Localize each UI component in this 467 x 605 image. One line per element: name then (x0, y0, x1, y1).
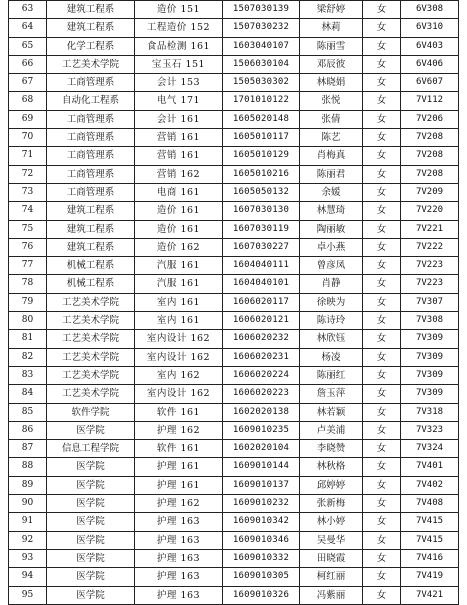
row-number: 88 (9, 458, 47, 476)
department-cell: 工艺美术学院 (47, 366, 135, 384)
dorm-room-cell: 7V324 (401, 440, 459, 458)
row-number: 82 (9, 348, 47, 366)
table-row (9, 55, 459, 73)
student-id-cell: 1607030130 (223, 202, 300, 220)
gender-cell: 女 (363, 385, 401, 403)
gender-cell: 女 (363, 568, 401, 586)
row-number: 80 (9, 312, 47, 330)
student-id-cell: 1609010137 (223, 476, 300, 494)
student-id-cell: 1602020104 (223, 440, 300, 458)
student-name-cell: 陈丽雪 (300, 37, 363, 55)
table-row (9, 220, 459, 238)
student-id-cell: 1609010305 (223, 568, 300, 586)
class-cell: 室内 161 (135, 312, 223, 330)
student-id-cell: 1605010117 (223, 129, 300, 147)
student-name-cell: 柯红丽 (300, 568, 363, 586)
class-cell: 宝玉石 151 (135, 55, 223, 73)
student-id-cell: 1606020117 (223, 293, 300, 311)
row-number: 90 (9, 495, 47, 513)
department-cell: 医学院 (47, 495, 135, 513)
table-row (9, 312, 459, 330)
department-cell: 医学院 (47, 549, 135, 567)
student-name-cell: 冯紫丽 (300, 586, 363, 604)
gender-cell: 女 (363, 37, 401, 55)
table-row (9, 531, 459, 549)
gender-cell: 女 (363, 586, 401, 604)
gender-cell: 女 (363, 202, 401, 220)
student-name-cell: 曾彦凤 (300, 257, 363, 275)
student-id-cell: 1606020224 (223, 366, 300, 384)
department-cell: 工商管理系 (47, 147, 135, 165)
table-row (9, 513, 459, 531)
gender-cell: 女 (363, 55, 401, 73)
gender-cell: 女 (363, 74, 401, 92)
row-number: 95 (9, 586, 47, 604)
student-name-cell: 林秋格 (300, 458, 363, 476)
dormitory-roster-sheet (8, 0, 458, 605)
row-number: 78 (9, 275, 47, 293)
dorm-room-cell: 7V309 (401, 385, 459, 403)
gender-cell: 女 (363, 403, 401, 421)
student-name-cell: 詹玉萍 (300, 385, 363, 403)
dorm-room-cell: 7V309 (401, 366, 459, 384)
dorm-room-cell: 7V309 (401, 348, 459, 366)
dorm-room-cell: 7V401 (401, 458, 459, 476)
row-number: 66 (9, 55, 47, 73)
gender-cell: 女 (363, 366, 401, 384)
gender-cell: 女 (363, 1, 401, 19)
class-cell: 汽服 161 (135, 275, 223, 293)
table-row (9, 275, 459, 293)
student-id-cell: 1609010144 (223, 458, 300, 476)
class-cell: 护理 163 (135, 513, 223, 531)
student-name-cell: 陶丽敏 (300, 220, 363, 238)
class-cell: 护理 163 (135, 568, 223, 586)
student-name-cell: 邓辰彼 (300, 55, 363, 73)
class-cell: 室内设计 162 (135, 330, 223, 348)
gender-cell: 女 (363, 476, 401, 494)
department-cell: 医学院 (47, 458, 135, 476)
dorm-room-cell: 7V421 (401, 586, 459, 604)
roster-table (8, 0, 459, 605)
department-cell: 医学院 (47, 568, 135, 586)
gender-cell: 女 (363, 275, 401, 293)
student-name-cell: 林莉 (300, 19, 363, 37)
dorm-room-cell: 7V415 (401, 531, 459, 549)
class-cell: 营销 162 (135, 165, 223, 183)
table-row (9, 165, 459, 183)
dorm-room-cell: 7V408 (401, 495, 459, 513)
student-name-cell: 徐映为 (300, 293, 363, 311)
department-cell: 工艺美术学院 (47, 55, 135, 73)
table-row (9, 110, 459, 128)
student-name-cell: 梁舒婷 (300, 1, 363, 19)
class-cell: 软件 161 (135, 403, 223, 421)
gender-cell: 女 (363, 220, 401, 238)
row-number: 85 (9, 403, 47, 421)
department-cell: 工艺美术学院 (47, 293, 135, 311)
dorm-room-cell: 7V415 (401, 513, 459, 531)
table-row (9, 330, 459, 348)
student-name-cell: 肖静 (300, 275, 363, 293)
student-id-cell: 1604040111 (223, 257, 300, 275)
gender-cell: 女 (363, 257, 401, 275)
table-row (9, 348, 459, 366)
student-name-cell: 林小婷 (300, 513, 363, 531)
table-row (9, 403, 459, 421)
gender-cell: 女 (363, 421, 401, 439)
row-number: 83 (9, 366, 47, 384)
roster-body (9, 1, 459, 605)
class-cell: 室内设计 162 (135, 385, 223, 403)
table-row (9, 421, 459, 439)
department-cell: 工商管理系 (47, 165, 135, 183)
table-row (9, 549, 459, 567)
department-cell: 软件学院 (47, 403, 135, 421)
student-id-cell: 1606020121 (223, 312, 300, 330)
student-name-cell: 林若颖 (300, 403, 363, 421)
dorm-room-cell: 7V208 (401, 165, 459, 183)
student-id-cell: 1609010342 (223, 513, 300, 531)
department-cell: 医学院 (47, 421, 135, 439)
class-cell: 造价 162 (135, 238, 223, 256)
row-number: 68 (9, 92, 47, 110)
dorm-room-cell: 7V323 (401, 421, 459, 439)
dorm-room-cell: 6V310 (401, 19, 459, 37)
row-number: 65 (9, 37, 47, 55)
gender-cell: 女 (363, 165, 401, 183)
student-name-cell: 张倩 (300, 110, 363, 128)
student-id-cell: 1605020148 (223, 110, 300, 128)
gender-cell: 女 (363, 549, 401, 567)
student-id-cell: 1605010129 (223, 147, 300, 165)
table-row (9, 19, 459, 37)
student-name-cell: 陈诗玲 (300, 312, 363, 330)
dorm-room-cell: 6V607 (401, 74, 459, 92)
table-row (9, 202, 459, 220)
student-id-cell: 1609010346 (223, 531, 300, 549)
class-cell: 造价 161 (135, 220, 223, 238)
gender-cell: 女 (363, 92, 401, 110)
gender-cell: 女 (363, 238, 401, 256)
department-cell: 医学院 (47, 476, 135, 494)
dorm-room-cell: 7V112 (401, 92, 459, 110)
dorm-room-cell: 7V209 (401, 183, 459, 201)
table-row (9, 568, 459, 586)
department-cell: 工商管理系 (47, 110, 135, 128)
table-row (9, 495, 459, 513)
dorm-room-cell: 6V308 (401, 1, 459, 19)
student-name-cell: 杨凌 (300, 348, 363, 366)
class-cell: 护理 162 (135, 421, 223, 439)
dorm-room-cell: 7V416 (401, 549, 459, 567)
table-row (9, 366, 459, 384)
student-id-cell: 1606020231 (223, 348, 300, 366)
table-row (9, 385, 459, 403)
student-id-cell: 1605010216 (223, 165, 300, 183)
class-cell: 汽服 161 (135, 257, 223, 275)
department-cell: 医学院 (47, 531, 135, 549)
row-number: 92 (9, 531, 47, 549)
row-number: 76 (9, 238, 47, 256)
class-cell: 会计 153 (135, 74, 223, 92)
dorm-room-cell: 7V318 (401, 403, 459, 421)
gender-cell: 女 (363, 19, 401, 37)
student-name-cell: 田晓霞 (300, 549, 363, 567)
student-id-cell: 1609010232 (223, 495, 300, 513)
department-cell: 建筑工程系 (47, 220, 135, 238)
row-number: 93 (9, 549, 47, 567)
dorm-room-cell: 7V206 (401, 110, 459, 128)
student-name-cell: 陈艺 (300, 129, 363, 147)
student-name-cell: 张新梅 (300, 495, 363, 513)
class-cell: 电气 171 (135, 92, 223, 110)
row-number: 81 (9, 330, 47, 348)
row-number: 87 (9, 440, 47, 458)
gender-cell: 女 (363, 110, 401, 128)
student-name-cell: 邱婷婷 (300, 476, 363, 494)
class-cell: 护理 163 (135, 586, 223, 604)
table-row (9, 183, 459, 201)
table-row (9, 458, 459, 476)
class-cell: 护理 163 (135, 531, 223, 549)
dorm-room-cell: 7V308 (401, 312, 459, 330)
row-number: 89 (9, 476, 47, 494)
dorm-room-cell: 6V406 (401, 55, 459, 73)
gender-cell: 女 (363, 183, 401, 201)
department-cell: 建筑工程系 (47, 1, 135, 19)
table-row (9, 1, 459, 19)
class-cell: 软件 161 (135, 440, 223, 458)
class-cell: 室内设计 162 (135, 348, 223, 366)
class-cell: 护理 163 (135, 549, 223, 567)
department-cell: 工商管理系 (47, 183, 135, 201)
dorm-room-cell: 7V221 (401, 220, 459, 238)
table-row (9, 257, 459, 275)
class-cell: 室内 162 (135, 366, 223, 384)
student-id-cell: 1507030232 (223, 19, 300, 37)
gender-cell: 女 (363, 495, 401, 513)
student-id-cell: 1607030227 (223, 238, 300, 256)
department-cell: 建筑工程系 (47, 238, 135, 256)
department-cell: 工商管理系 (47, 74, 135, 92)
table-row (9, 476, 459, 494)
dorm-room-cell: 7V222 (401, 238, 459, 256)
gender-cell: 女 (363, 348, 401, 366)
row-number: 91 (9, 513, 47, 531)
dorm-room-cell: 7V208 (401, 147, 459, 165)
table-row (9, 92, 459, 110)
dorm-room-cell: 6V403 (401, 37, 459, 55)
dorm-room-cell: 7V220 (401, 202, 459, 220)
gender-cell: 女 (363, 458, 401, 476)
gender-cell: 女 (363, 330, 401, 348)
department-cell: 自动化工程系 (47, 92, 135, 110)
class-cell: 营销 161 (135, 147, 223, 165)
table-row (9, 440, 459, 458)
student-id-cell: 1603040107 (223, 37, 300, 55)
department-cell: 工艺美术学院 (47, 348, 135, 366)
department-cell: 建筑工程系 (47, 202, 135, 220)
class-cell: 护理 161 (135, 458, 223, 476)
student-id-cell: 1701010122 (223, 92, 300, 110)
dorm-room-cell: 7V309 (401, 330, 459, 348)
gender-cell: 女 (363, 531, 401, 549)
row-number: 71 (9, 147, 47, 165)
row-number: 77 (9, 257, 47, 275)
row-number: 63 (9, 1, 47, 19)
table-row (9, 147, 459, 165)
student-name-cell: 肖梅真 (300, 147, 363, 165)
student-id-cell: 1609010326 (223, 586, 300, 604)
class-cell: 工程造价 152 (135, 19, 223, 37)
student-id-cell: 1607030119 (223, 220, 300, 238)
department-cell: 化学工程系 (47, 37, 135, 55)
row-number: 79 (9, 293, 47, 311)
row-number: 94 (9, 568, 47, 586)
student-id-cell: 1605050132 (223, 183, 300, 201)
gender-cell: 女 (363, 312, 401, 330)
student-name-cell: 卢美浦 (300, 421, 363, 439)
gender-cell: 女 (363, 440, 401, 458)
dorm-room-cell: 7V419 (401, 568, 459, 586)
table-row (9, 129, 459, 147)
class-cell: 护理 162 (135, 495, 223, 513)
class-cell: 护理 161 (135, 476, 223, 494)
student-name-cell: 林欣钰 (300, 330, 363, 348)
dorm-room-cell: 7V402 (401, 476, 459, 494)
department-cell: 建筑工程系 (47, 19, 135, 37)
student-id-cell: 1609010235 (223, 421, 300, 439)
class-cell: 室内 161 (135, 293, 223, 311)
department-cell: 信息工程学院 (47, 440, 135, 458)
row-number: 72 (9, 165, 47, 183)
student-name-cell: 陈丽红 (300, 366, 363, 384)
row-number: 75 (9, 220, 47, 238)
student-name-cell: 林慧琦 (300, 202, 363, 220)
student-name-cell: 李晓赞 (300, 440, 363, 458)
table-row (9, 37, 459, 55)
row-number: 70 (9, 129, 47, 147)
student-id-cell: 1506030104 (223, 55, 300, 73)
dorm-room-cell: 7V223 (401, 257, 459, 275)
student-id-cell: 1606020223 (223, 385, 300, 403)
table-row (9, 293, 459, 311)
class-cell: 会计 161 (135, 110, 223, 128)
row-number: 69 (9, 110, 47, 128)
table-row (9, 238, 459, 256)
gender-cell: 女 (363, 129, 401, 147)
student-id-cell: 1602020138 (223, 403, 300, 421)
department-cell: 机械工程系 (47, 275, 135, 293)
class-cell: 电商 161 (135, 183, 223, 201)
gender-cell: 女 (363, 513, 401, 531)
department-cell: 医学院 (47, 513, 135, 531)
student-name-cell: 陈丽君 (300, 165, 363, 183)
student-id-cell: 1609010332 (223, 549, 300, 567)
student-id-cell: 1606020232 (223, 330, 300, 348)
class-cell: 食品检测 161 (135, 37, 223, 55)
row-number: 64 (9, 19, 47, 37)
student-name-cell: 余媛 (300, 183, 363, 201)
department-cell: 工艺美术学院 (47, 312, 135, 330)
student-name-cell: 卓小燕 (300, 238, 363, 256)
student-id-cell: 1507030139 (223, 1, 300, 19)
dorm-room-cell: 7V208 (401, 129, 459, 147)
gender-cell: 女 (363, 293, 401, 311)
department-cell: 工商管理系 (47, 129, 135, 147)
student-name-cell: 吴曼华 (300, 531, 363, 549)
row-number: 84 (9, 385, 47, 403)
row-number: 73 (9, 183, 47, 201)
dorm-room-cell: 7V223 (401, 275, 459, 293)
class-cell: 造价 151 (135, 1, 223, 19)
table-row (9, 74, 459, 92)
student-name-cell: 张悦 (300, 92, 363, 110)
student-name-cell: 林晓娟 (300, 74, 363, 92)
student-id-cell: 1604040101 (223, 275, 300, 293)
department-cell: 工艺美术学院 (47, 330, 135, 348)
department-cell: 医学院 (47, 586, 135, 604)
gender-cell: 女 (363, 147, 401, 165)
row-number: 74 (9, 202, 47, 220)
dorm-room-cell: 7V307 (401, 293, 459, 311)
table-row (9, 586, 459, 604)
department-cell: 工艺美术学院 (47, 385, 135, 403)
row-number: 67 (9, 74, 47, 92)
class-cell: 造价 161 (135, 202, 223, 220)
department-cell: 机械工程系 (47, 257, 135, 275)
student-id-cell: 1505030302 (223, 74, 300, 92)
row-number: 86 (9, 421, 47, 439)
class-cell: 营销 161 (135, 129, 223, 147)
